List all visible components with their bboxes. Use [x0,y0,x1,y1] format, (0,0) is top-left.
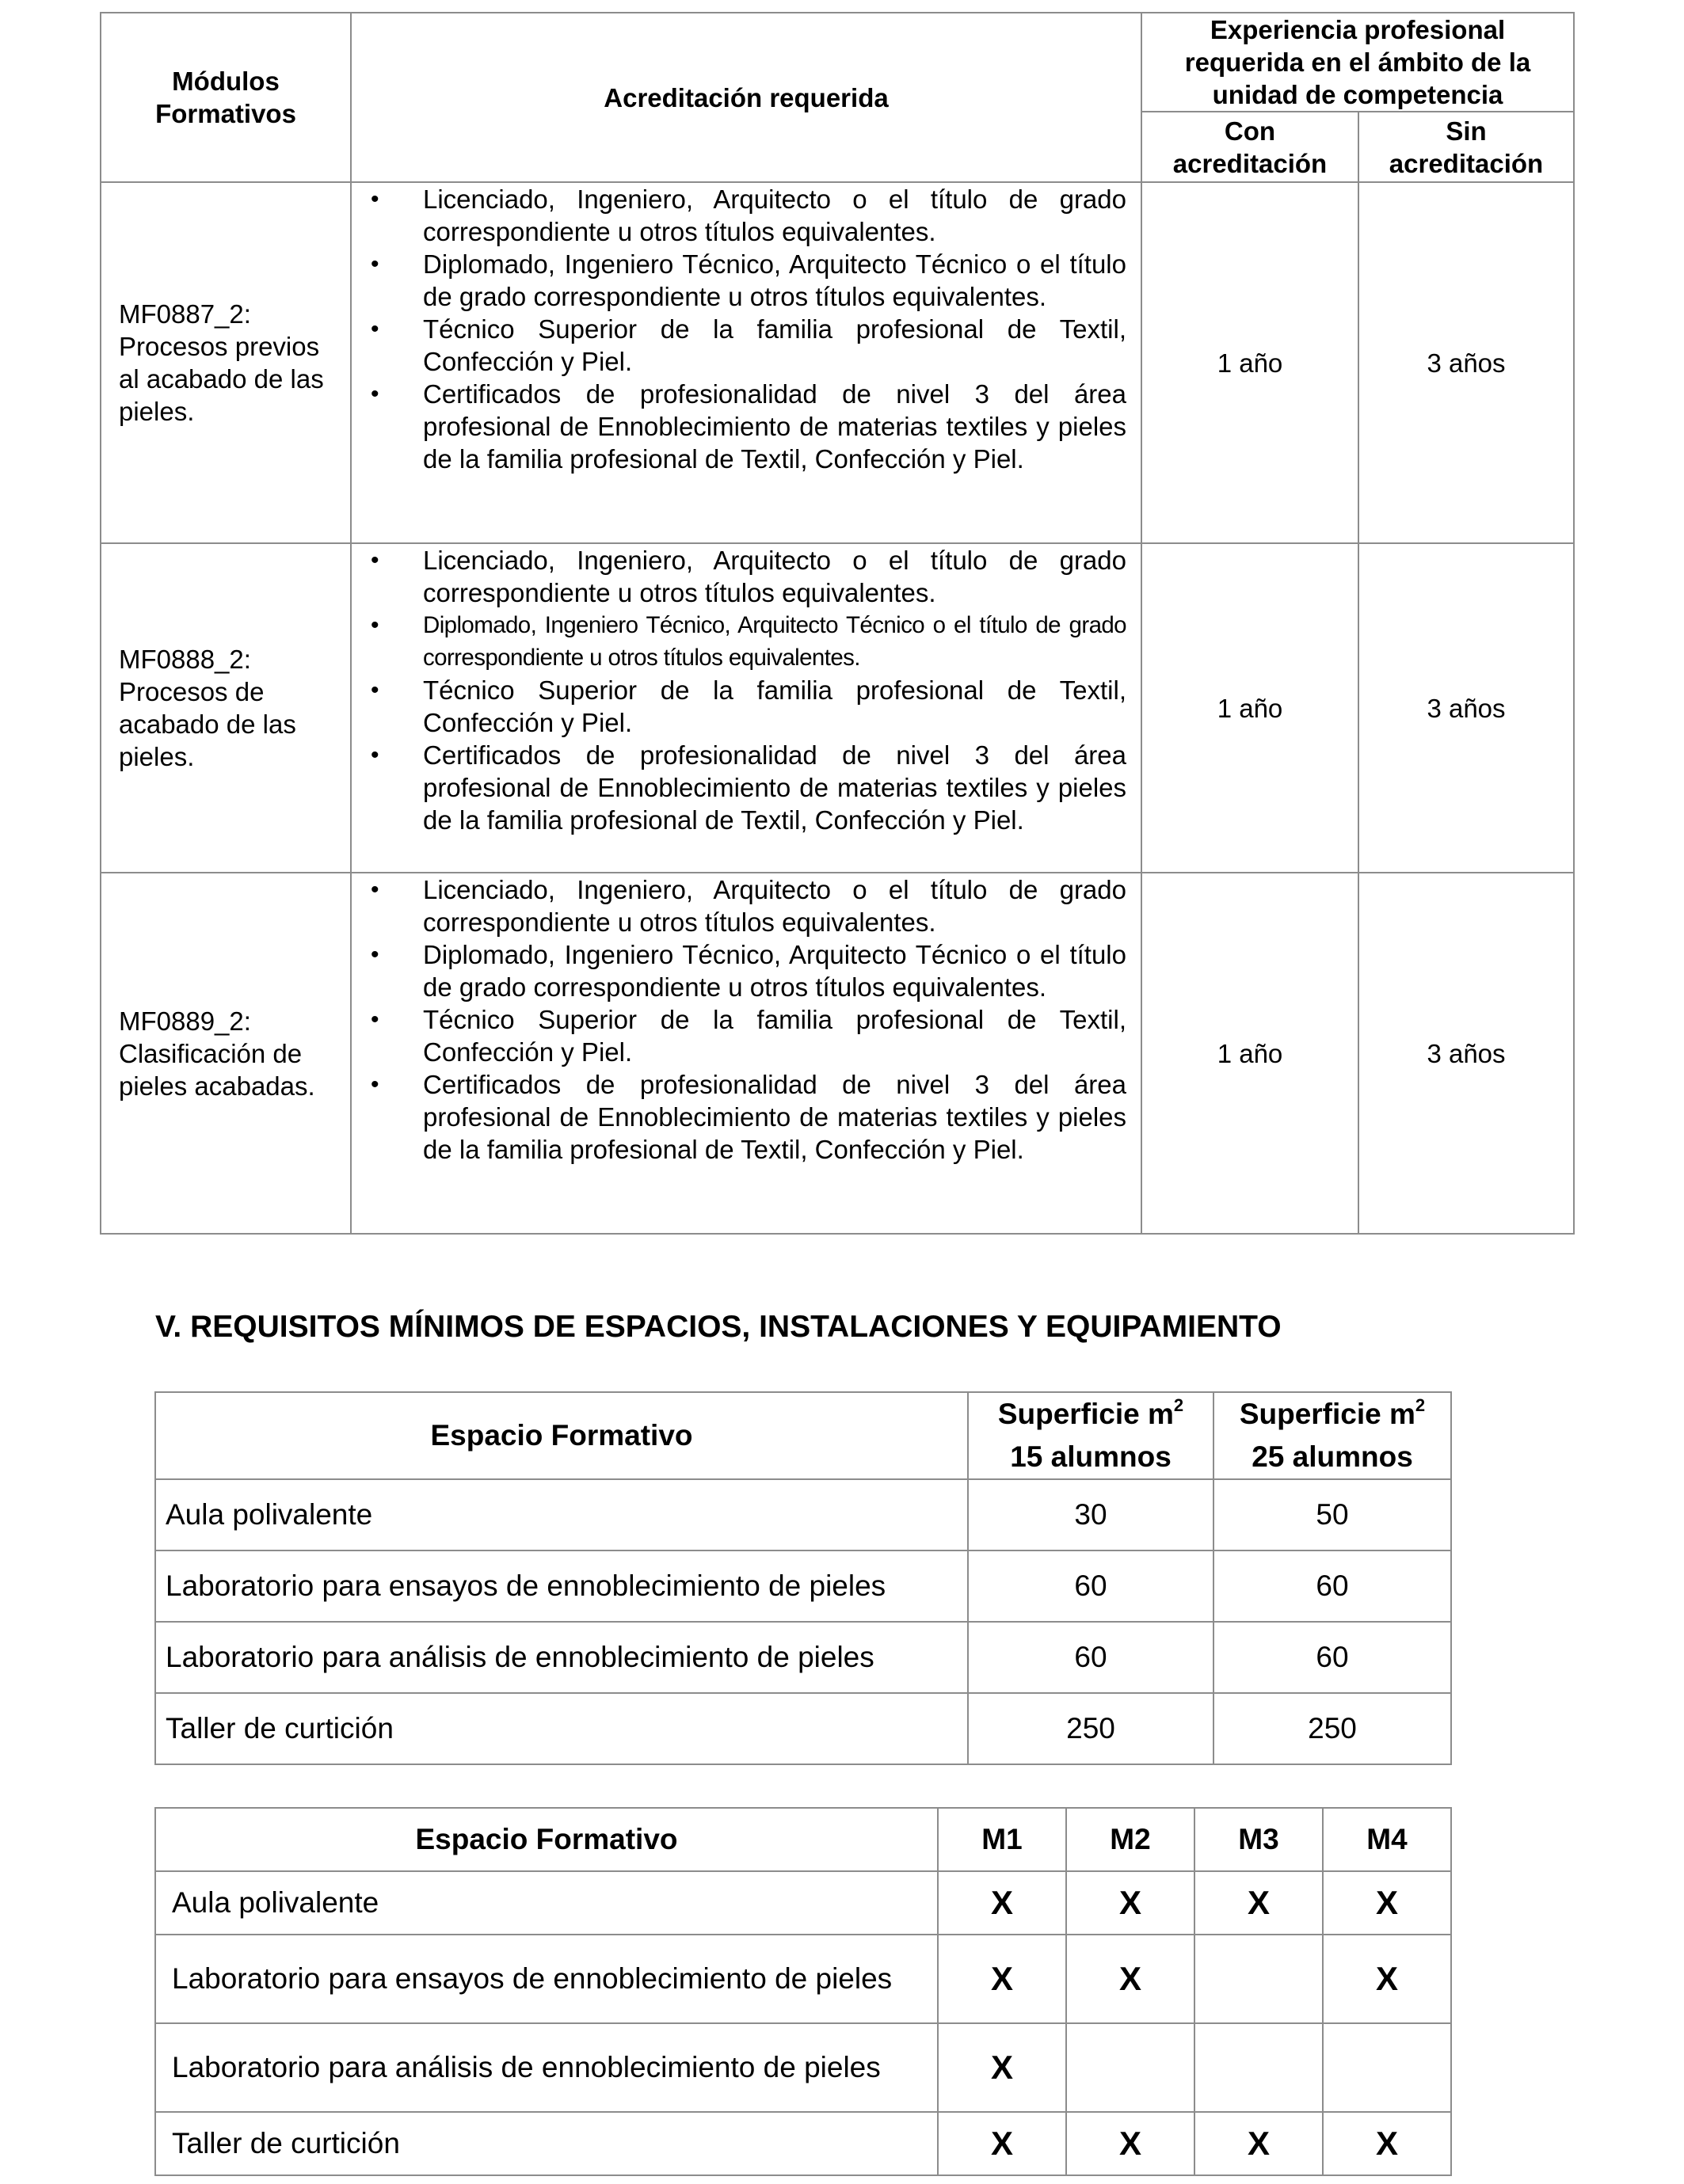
acreditacion-list [364,873,1126,1166]
espacio-name: Taller de curtición [155,2112,938,2175]
header-m4: M4 [1323,1808,1451,1871]
list-item: • Certificados de profesionalidad de nivel 3 del área profesional de Ennoblecimiento de materias textiles y pieles de la familia profesional de Textil, Confección y Piel. [364,1068,1126,1166]
m3-mark [1194,2023,1323,2112]
table-row [155,1550,1451,1622]
m4-mark: X [1323,1935,1451,2023]
superficie-15-value: 60 [968,1550,1213,1622]
table-row [155,1479,1451,1550]
superficie-25-value: 60 [1213,1550,1451,1622]
table-row [101,543,1574,873]
acreditacion-cell [351,182,1141,543]
list-item: • Diplomado, Ingeniero Técnico, Arquitecto Técnico o el título de grado correspondiente u otros títulos equivalentes. [364,248,1126,313]
superficie-label: Superficie m [997,1398,1174,1430]
table-row [155,2023,1451,2112]
list-item: • Certificados de profesionalidad de nivel 3 del área profesional de Ennoblecimiento de materias textiles y pieles de la familia profesional de Textil, Confección y Piel. [364,739,1126,836]
table-row [155,2112,1451,2175]
header-superficie-25 [1213,1392,1451,1479]
list-item: • Técnico Superior de la familia profesional de Textil, Confección y Piel. [364,313,1126,378]
superficie-25-value: 60 [1213,1622,1451,1693]
list-item: • Certificados de profesionalidad de nivel 3 del área profesional de Ennoblecimiento de materias textiles y pieles de la familia profesional de Textil, Confección y Piel. [364,378,1126,475]
m1-mark: X [938,1871,1066,1935]
espacio-name: Laboratorio para ensayos de ennoblecimiento de pieles [155,1550,968,1622]
con-acreditacion-value: 1 año [1141,543,1358,873]
list-item: • Licenciado, Ingeniero, Arquitecto o el título de grado correspondiente u otros títulos equivalentes. [364,544,1126,609]
m3-mark [1194,1935,1323,2023]
superficie-15-value: 250 [968,1693,1213,1764]
superficie-25-value: 50 [1213,1479,1451,1550]
espacio-name: Laboratorio para análisis de ennoblecimiento de pieles [155,2023,938,2112]
table-row [101,873,1574,1234]
list-item: • Técnico Superior de la familia profesional de Textil, Confección y Piel. [364,1003,1126,1068]
m4-mark [1323,2023,1451,2112]
header-m2: M2 [1066,1808,1194,1871]
table-row [155,1622,1451,1693]
table-row [155,1871,1451,1935]
list-item: • Licenciado, Ingeniero, Arquitecto o el título de grado correspondiente u otros títulos equivalentes. [364,873,1126,938]
list-item: • Diplomado, Ingeniero Técnico, Arquitecto Técnico o el título de grado correspondiente u otros títulos equivalentes. [364,609,1126,674]
alumnos-25-label: 25 alumnos [1252,1440,1413,1473]
acreditacion-list [364,544,1126,836]
superficie-exponent: 2 [1415,1395,1426,1415]
header-modulos: Módulos Formativos [101,13,351,182]
table-row [155,1693,1451,1764]
header-m1: M1 [938,1808,1066,1871]
superficie-table [154,1391,1452,1765]
sin-acreditacion-value: 3 años [1358,543,1574,873]
m1-mark: X [938,1935,1066,2023]
con-acreditacion-value: 1 año [1141,182,1358,543]
section-title: V. REQUISITOS MÍNIMOS DE ESPACIOS, INSTALACIONES Y EQUIPAMIENTO [155,1310,1282,1344]
espacio-modulos-table [154,1807,1452,2176]
m2-mark [1066,2023,1194,2112]
sin-acreditacion-value: 3 años [1358,873,1574,1234]
header-experiencia: Experiencia profesional requerida en el ámbito de la unidad de competencia [1141,13,1574,112]
header-sin-acreditacion: Sin acreditación [1358,112,1574,182]
list-item: • Diplomado, Ingeniero Técnico, Arquitecto Técnico o el título de grado correspondiente u otros títulos equivalentes. [364,938,1126,1003]
acreditacion-cell [351,543,1141,873]
list-item: • Técnico Superior de la familia profesional de Textil, Confección y Piel. [364,674,1126,739]
superficie-15-value: 60 [968,1622,1213,1693]
header-espacio-formativo: Espacio Formativo [155,1808,938,1871]
espacio-name: Laboratorio para ensayos de ennoblecimiento de pieles [155,1935,938,2023]
header-superficie-15 [968,1392,1213,1479]
m3-mark: X [1194,2112,1323,2175]
table-row [101,182,1574,543]
modulo-cell: MF0889_2: Clasificación de pieles acabadas. [101,873,351,1234]
superficie-label: Superficie m [1239,1398,1415,1430]
alumnos-15-label: 15 alumnos [1010,1440,1172,1473]
sin-acreditacion-value: 3 años [1358,182,1574,543]
m1-mark: X [938,2023,1066,2112]
header-con-acreditacion: Con acreditación [1141,112,1358,182]
con-acreditacion-value: 1 año [1141,873,1358,1234]
m4-mark: X [1323,2112,1451,2175]
header-acreditacion: Acreditación requerida [351,13,1141,182]
superficie-exponent: 2 [1173,1395,1184,1415]
superficie-15-value: 30 [968,1479,1213,1550]
acreditacion-list [364,183,1126,475]
espacio-name: Aula polivalente [155,1479,968,1550]
modulo-cell: MF0888_2: Procesos de acabado de las pieles. [101,543,351,873]
modulo-cell: MF0887_2: Procesos previos al acabado de las pieles. [101,182,351,543]
espacio-name: Laboratorio para análisis de ennoblecimiento de pieles [155,1622,968,1693]
acreditacion-cell [351,873,1141,1234]
table-row [155,1935,1451,2023]
m4-mark: X [1323,1871,1451,1935]
m2-mark: X [1066,1871,1194,1935]
espacio-name: Taller de curtición [155,1693,968,1764]
m3-mark: X [1194,1871,1323,1935]
espacio-name: Aula polivalente [155,1871,938,1935]
m2-mark: X [1066,2112,1194,2175]
m2-mark: X [1066,1935,1194,2023]
header-espacio-formativo: Espacio Formativo [155,1392,968,1479]
m1-mark: X [938,2112,1066,2175]
prescripciones-formadores-table [100,12,1575,1235]
header-m3: M3 [1194,1808,1323,1871]
list-item: • Licenciado, Ingeniero, Arquitecto o el título de grado correspondiente u otros títulos equivalentes. [364,183,1126,248]
superficie-25-value: 250 [1213,1693,1451,1764]
